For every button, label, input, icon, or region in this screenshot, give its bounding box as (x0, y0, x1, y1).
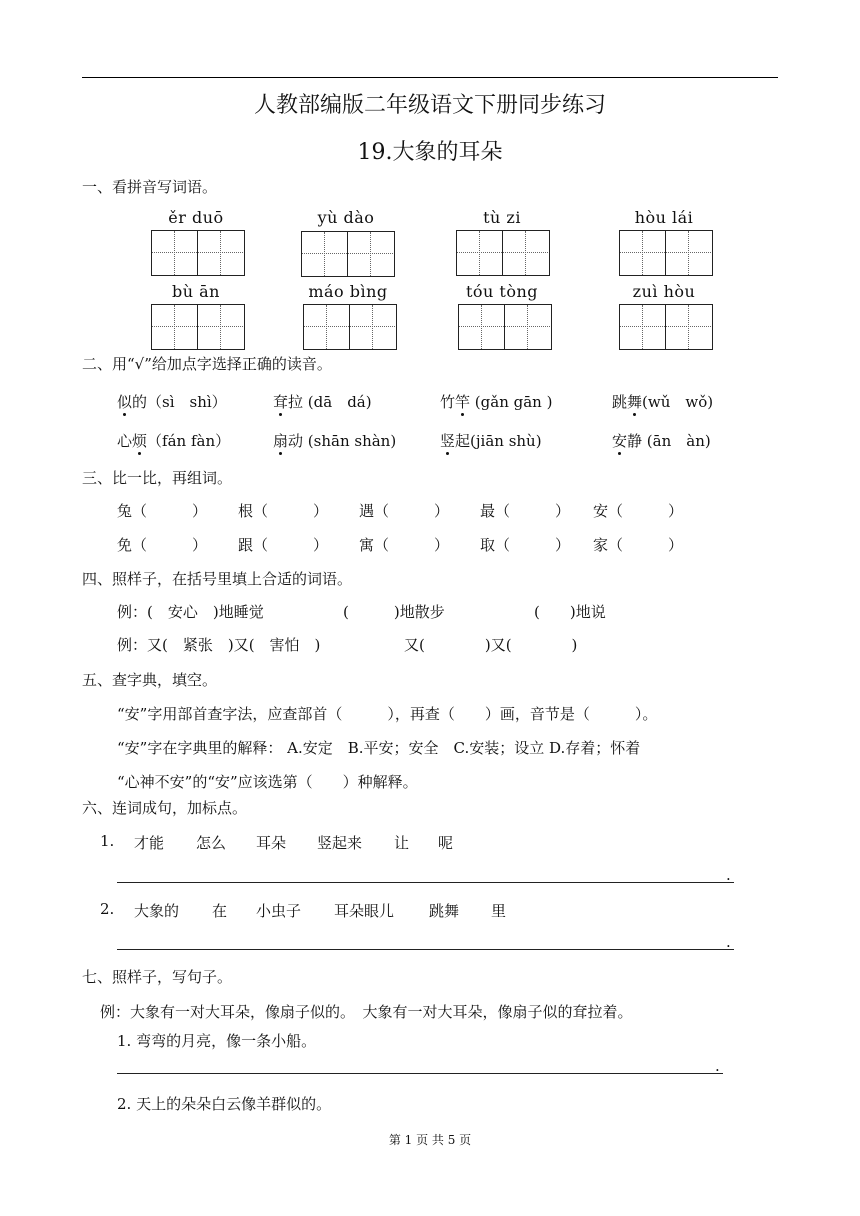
answer-line[interactable] (117, 949, 734, 950)
writing-grid[interactable] (458, 304, 552, 350)
word-chip: 呢 (438, 834, 454, 852)
sentence-prompt: 1. 弯弯的月亮，像一条小船。 (117, 1032, 317, 1050)
pinyin-label: ěr duō (168, 208, 224, 227)
pinyin-label: tù zi (483, 208, 521, 227)
answer-line[interactable] (117, 882, 734, 883)
word-chip: 耳朵 (256, 834, 287, 852)
writing-grid[interactable] (151, 230, 245, 276)
answer-end-mark: . (715, 1057, 720, 1075)
section-7-heading: 七、照样子，写句子。 (82, 968, 233, 986)
pronunciation-item: 耷拉 (dā dá) (273, 393, 372, 411)
word-chip: 里 (491, 902, 507, 920)
word-chip: 耳朵眼儿 (334, 902, 395, 920)
pinyin-label: tóu tòng (465, 282, 539, 301)
dictionary-question: “安”字用部首查字法，应查部首（ ），再查（ ）画，音节是（ ）。 (117, 705, 658, 723)
dictionary-definitions: “安”字在字典里的解释： A.安定 B.平安；安全 C.安装；设立 D.存着；怀着 (117, 739, 641, 757)
word-chip: 怎么 (196, 834, 227, 852)
pronunciation-item: 似的（sì shì） (117, 393, 227, 411)
pronunciation-item: 跳舞(wǔ wǒ) (612, 393, 714, 411)
writing-grid[interactable] (619, 304, 713, 350)
word-chip: 小虫子 (256, 902, 302, 920)
pinyin-label: bù ān (172, 282, 220, 301)
word-chip: 竖起来 (317, 834, 363, 852)
writing-grid[interactable] (456, 230, 550, 276)
example-phrase: 例：( 安心 )地睡觉 (117, 603, 264, 621)
word-group-item: 遇（ ） (359, 502, 450, 520)
pronunciation-item: 竖起(jiān shù) (440, 432, 542, 450)
word-group-item: 根（ ） (238, 502, 329, 520)
word-group-item: 家（ ） (593, 536, 684, 554)
fill-phrase: 又( )又( ) (404, 636, 578, 654)
word-chip: 才能 (134, 834, 165, 852)
pronunciation-item: 扇动 (shān shàn) (273, 432, 397, 450)
page-number: 第 1 页 共 5 页 (388, 1133, 472, 1147)
word-group-item: 取（ ） (480, 536, 571, 554)
question-number: 2. (100, 900, 115, 918)
word-chip: 让 (394, 834, 410, 852)
answer-end-mark: . (726, 933, 731, 951)
pronunciation-item: 心烦（fán fàn） (117, 432, 231, 450)
answer-line[interactable] (117, 1073, 723, 1074)
answer-end-mark: . (726, 866, 731, 884)
section-2-heading: 二、用“√”给加点字选择正确的读音。 (82, 355, 332, 373)
section-1-heading: 一、看拼音写词语。 (82, 178, 218, 196)
word-group-item: 兔（ ） (117, 502, 208, 520)
writing-grid[interactable] (303, 304, 397, 350)
lesson-title: 19.大象的耳朵 (357, 140, 503, 165)
writing-grid[interactable] (301, 231, 395, 277)
pronunciation-item: 竹竿 (gǎn gān ) (440, 393, 553, 411)
section-5-heading: 五、查字典，填空。 (82, 671, 218, 689)
word-group-item: 免（ ） (117, 536, 208, 554)
example-phrase: 例：又( 紧张 )又( 害怕 ) (117, 636, 321, 654)
pinyin-label: yù dào (317, 208, 375, 227)
question-number: 1. (100, 832, 115, 850)
word-group-item: 安（ ） (593, 502, 684, 520)
pinyin-label: máo bìng (308, 282, 388, 301)
fill-phrase: ( )地散步 (343, 603, 445, 621)
dictionary-choice: “心神不安”的“安”应该选第（ ）种解释。 (117, 773, 418, 791)
pinyin-label: zuì hòu (632, 282, 696, 301)
pronunciation-item: 安静 (ān àn) (612, 432, 711, 450)
pinyin-label: hòu lái (634, 208, 694, 227)
word-chip: 跳舞 (429, 902, 460, 920)
sentence-prompt: 2. 天上的朵朵白云像羊群似的。 (117, 1095, 332, 1113)
word-group-item: 跟（ ） (238, 536, 329, 554)
section-3-heading: 三、比一比，再组词。 (82, 469, 233, 487)
example-sentence: 例：大象有一对大耳朵，像扇子似的。 大象有一对大耳朵，像扇子似的耷拉着。 (100, 1003, 633, 1021)
word-chip: 大象的 (134, 902, 180, 920)
writing-grid[interactable] (619, 230, 713, 276)
word-chip: 在 (212, 902, 228, 920)
fill-phrase: ( )地说 (534, 603, 606, 621)
writing-grid[interactable] (151, 304, 245, 350)
word-group-item: 最（ ） (480, 502, 571, 520)
header-rule (82, 77, 778, 78)
document-title: 人教部编版二年级语文下册同步练习 (253, 93, 606, 118)
word-group-item: 寓（ ） (359, 536, 450, 554)
section-4-heading: 四、照样子，在括号里填上合适的词语。 (82, 570, 353, 588)
section-6-heading: 六、连词成句，加标点。 (82, 799, 248, 817)
